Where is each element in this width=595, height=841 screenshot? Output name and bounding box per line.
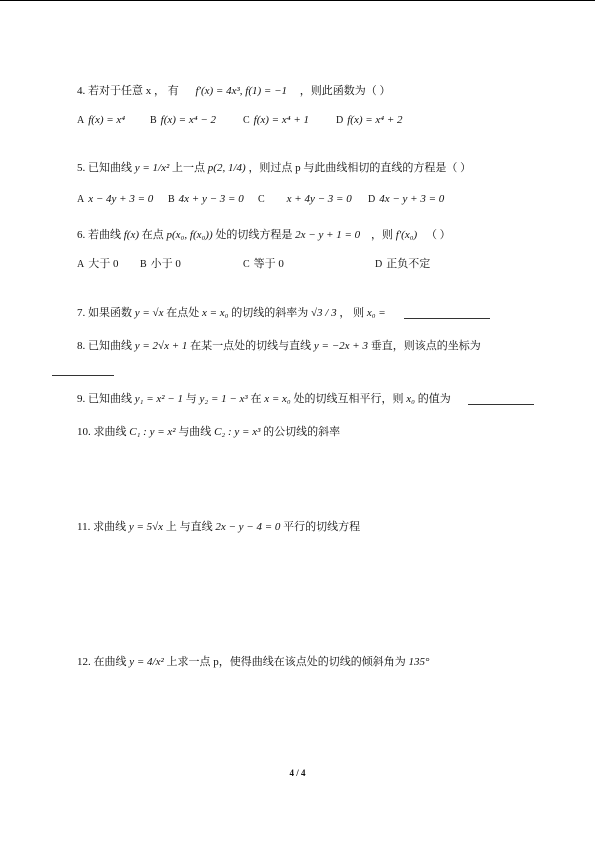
q6-option-b[interactable]: B 小于 0 xyxy=(140,258,181,270)
q11-tail: 平行的切线方程 xyxy=(283,521,361,533)
top-rule xyxy=(0,0,595,1)
q9-mid: 与 xyxy=(185,393,197,405)
q9-point: x = x₀ xyxy=(264,393,291,405)
q9-curve-2: y₂ = 1 − x³ xyxy=(199,393,248,405)
q12-tail: 上求一点 p，使得曲线在该点处的切线的倾斜角为 xyxy=(166,656,406,668)
q12-text: 12. 在曲线 xyxy=(77,656,127,668)
q5-curve: y = 1/x² xyxy=(134,162,170,174)
q11-text: 11. 求曲线 xyxy=(77,521,127,533)
q10-tail: 的公切线的斜率 xyxy=(263,426,341,438)
q8-curve: y = 2√x + 1 xyxy=(134,340,188,352)
q7-text: 7. 如果函数 xyxy=(77,307,132,319)
q6-mid: 在点 xyxy=(141,229,164,241)
q8-answer-blank[interactable] xyxy=(52,375,114,376)
q5-option-b[interactable]: B 4x + y − 3 = 0 xyxy=(168,193,244,205)
q6-option-c[interactable]: C 等于 0 xyxy=(243,258,284,270)
q7-mid2: 的切线的斜率为 xyxy=(231,307,309,319)
q11-curve: y = 5√x xyxy=(128,521,164,533)
q11-mid: 上 与直线 xyxy=(165,521,213,533)
q6-option-a[interactable]: A 大于 0 xyxy=(77,258,119,270)
q7-tail: ， 则 xyxy=(339,307,365,319)
q8-tail: 垂直，则该点的坐标为 xyxy=(370,340,481,352)
q6-point: p(x₀, f(x₀)) xyxy=(166,229,213,241)
q5-option-c[interactable]: C x + 4y − 3 = 0 xyxy=(258,193,352,205)
q7-mid: 在点处 xyxy=(166,307,200,319)
question-12 xyxy=(77,655,429,669)
q6-mid2: 处的切线方程是 xyxy=(215,229,293,241)
q6-text: 6. 若曲线 xyxy=(77,229,121,241)
q7-function: y = √x xyxy=(134,307,164,319)
q5-option-d[interactable]: D 4x − y + 3 = 0 xyxy=(368,193,445,205)
q4-text: 4. 若对于任意 x ， 有 xyxy=(77,85,179,97)
q4-tail: ，则此函数为（ ） xyxy=(299,85,391,97)
page-number: 4 / 4 xyxy=(289,768,306,778)
q5-tail: ，则过点 p 与此曲线相切的直线的方程是（ ） xyxy=(248,162,472,174)
question-7 xyxy=(77,306,386,320)
q11-line: 2x − y − 4 = 0 xyxy=(215,521,281,533)
question-11 xyxy=(77,520,360,534)
q6-fx: f(x) xyxy=(123,229,140,241)
question-6 xyxy=(77,228,451,242)
question-5 xyxy=(77,161,471,175)
q9-text: 9. 已知曲线 xyxy=(77,393,132,405)
q4-condition: f′(x) = 4x³, f(1) = −1 xyxy=(195,85,288,97)
q9-curve-1: y₁ = x² − 1 xyxy=(134,393,183,405)
q8-text: 8. 已知曲线 xyxy=(77,340,132,352)
question-10 xyxy=(77,425,340,439)
q10-mid: 与曲线 xyxy=(178,426,212,438)
question-4 xyxy=(77,84,391,98)
q4-option-b[interactable]: B f(x) = x⁴ − 2 xyxy=(150,114,216,126)
q4-option-d[interactable]: D f(x) = x⁴ + 2 xyxy=(336,114,403,126)
q8-mid: 在某一点处的切线与直线 xyxy=(190,340,312,352)
q5-mid: 上一点 xyxy=(172,162,206,174)
question-8 xyxy=(77,339,481,353)
q4-option-a[interactable]: A f(x) = x⁴ xyxy=(77,114,126,126)
q9-mid2: 在 xyxy=(250,393,262,405)
q9-answer-blank[interactable] xyxy=(468,404,534,405)
q5-point: p(2, 1/4) xyxy=(207,162,246,174)
q10-text: 10. 求曲线 xyxy=(77,426,127,438)
q8-line: y = −2x + 3 xyxy=(313,340,368,352)
q12-curve: y = 4/x² xyxy=(129,656,164,668)
q6-ask: f′(x₀) xyxy=(395,229,418,241)
q6-paren: （ ） xyxy=(425,229,451,241)
q7-answer-blank[interactable] xyxy=(404,318,490,319)
q9-tail: 处的切线互相平行，则 xyxy=(293,393,404,405)
q6-line: 2x − y + 1 = 0 xyxy=(295,229,361,241)
q6-tail: ，则 xyxy=(370,229,393,241)
q6-option-d[interactable]: D 正负不定 xyxy=(375,258,431,270)
question-9 xyxy=(77,392,451,406)
q5-text: 5. 已知曲线 xyxy=(77,162,132,174)
q9-tail2: 的值为 xyxy=(417,393,451,405)
q7-answer-label: x₀ = xyxy=(366,307,386,319)
q9-ask: x₀ xyxy=(406,393,415,405)
q10-curve-2: C₂ : y = x³ xyxy=(214,426,261,438)
q4-option-c[interactable]: C f(x) = x⁴ + 1 xyxy=(243,114,309,126)
q7-slope: √3 / 3 xyxy=(311,307,337,319)
q7-point: x = x₀ xyxy=(201,307,229,319)
q10-curve-1: C₁ : y = x² xyxy=(129,426,176,438)
q12-angle: 135° xyxy=(408,656,430,668)
q5-option-a[interactable]: A x − 4y + 3 = 0 xyxy=(77,193,154,205)
